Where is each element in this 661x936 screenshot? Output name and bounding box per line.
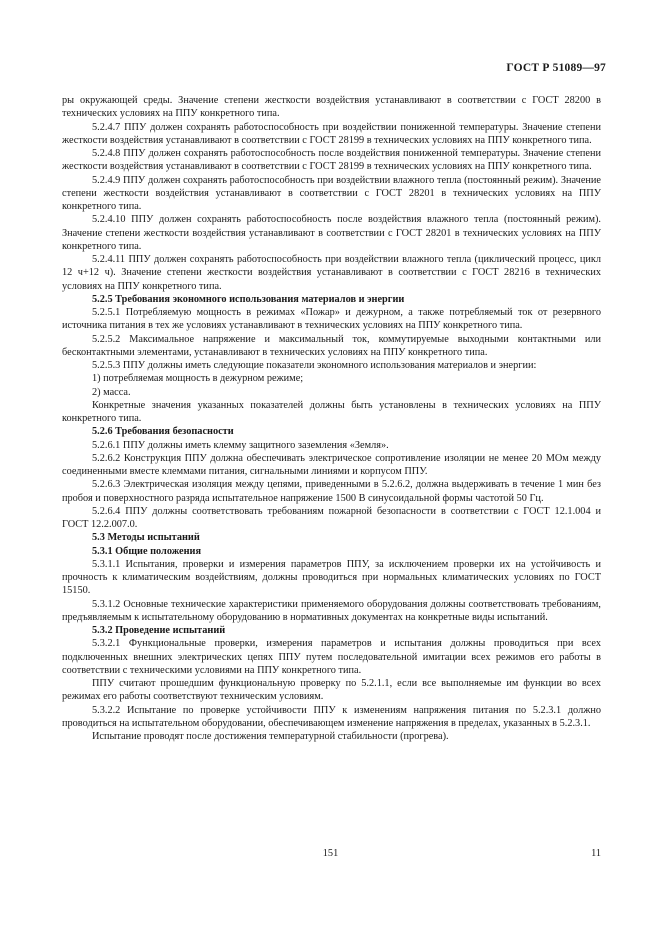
paragraph-5-2-5-2: 5.2.5.2 Максимальное напряжение и максимальный ток, коммутируемые выходными контактными или бесконтактными элементами, устанавливают в технических условиях на ППУ конкретного типа.	[62, 333, 601, 358]
paragraph-5-2-4-7: 5.2.4.7 ППУ должен сохранять работоспособность при воздействии пониженной температуры. Значение степени жесткости воздействия устанавливают в соответствии с ГОСТ 28199 в технических условиях на ППУ конкретного типа.	[62, 121, 601, 146]
paragraph-5-2-6-2: 5.2.6.2 Конструкция ППУ должна обеспечивать электрическое сопротивление изоляции не менее 20 МОм между соединенными вместе клеммами питания, сигнальными линиями и корпусом ППУ.	[62, 452, 601, 477]
paragraph-5-3-2-1: 5.3.2.1 Функциональные проверки, измерения параметров и испытания должны проводиться при всех подключенных внешних электрических цепях ППУ путем последовательной имитации всех режимов его работы в соответствии с техническими условиями на ППУ конкретного типа.	[62, 638, 601, 676]
list-item: 2) масса.	[92, 386, 131, 398]
paragraph: Испытание проводят после достижения температурной стабильности (прогрева).	[92, 731, 449, 742]
paragraph-5-3-1-1: 5.3.1.1 Испытания, проверки и измерения параметров ППУ, за исключением проверки их на устойчивость и прочность к климатическим воздействиям, должны проводиться при нормальных климатических условиях по ГОСТ 15150.	[62, 558, 601, 597]
section-heading-5-2-6: 5.2.6 Требования безопасности	[92, 426, 234, 438]
paragraph-5-3-2-2: 5.3.2.2 Испытание по проверке устойчивости ППУ к изменениям напряжения питания по 5.2.3.1 должно проводиться на испытательном оборудовании, обеспечивающем изменение напряжения в пределах, указанных в 5.2.3.1.	[62, 704, 601, 729]
paragraph-5-2-6-4: 5.2.6.4 ППУ должны соответствовать требованиям пожарной безопасности в соответствии с ГОСТ 12.1.004 и ГОСТ 12.2.007.0.	[62, 505, 601, 530]
list-item: 1) потребляемая мощность в дежурном режиме;	[92, 373, 304, 385]
paragraph-5-2-5-1: 5.2.5.1 Потребляемую мощность в режимах «Пожар» и дежурном, а также потребляемый ток от резервного источника питания в тех же условиях устанавливают в технических условиях на ППУ конкретного типа.	[62, 307, 601, 332]
paragraph: ППУ считают прошедшим функциональную проверку по 5.2.1.1, если все выполняемые им функции во всех режимах его работы соответствуют техническим условиям.	[62, 678, 601, 703]
section-heading-5-3-2: 5.3.2 Проведение испытаний	[92, 625, 226, 636]
paragraph: Конкретные значения указанных показателей должны быть установлены в технических условиях на ППУ конкретного типа.	[62, 399, 601, 424]
paragraph-5-2-6-1: 5.2.6.1 ППУ должны иметь клемму защитного заземления «Земля».	[92, 439, 389, 451]
paragraph-5-2-6-3: 5.2.6.3 Электрическая изоляция между цепями, приведенными в 5.2.6.2, должна выдерживать в течение 1 мин без пробоя и поверхностного разряда испытательное напряжение 1500 В синусоидальной формы частотой 50 Гц.	[62, 479, 601, 504]
paragraph: ры окружающей среды. Значение степени жесткости воздействия устанавливают в соответствии с ГОСТ 28200 в технических условиях на ППУ конкретного типа.	[62, 95, 601, 120]
paragraph-5-2-4-11: 5.2.4.11 ППУ должен сохранять работоспособность при воздействии влажного тепла (циклический процесс, цикл 12 ч+12 ч). Значение степени жесткости воздействия устанавливают в соответствии с ГОСТ 28216 в технических условиях на ППУ конкретного типа.	[62, 254, 601, 292]
section-heading-5-2-5: 5.2.5 Требования экономного использования материалов и энергии	[92, 293, 405, 305]
page-number-center: 151	[322, 848, 339, 859]
paragraph-5-2-4-10: 5.2.4.10 ППУ должен сохранять работоспособность после воздействия влажного тепла (постоянный режим). Значение степени жесткости воздействия устанавливают в соответствии с ГОСТ 28201 в технических условиях на ППУ конкретного типа.	[62, 214, 601, 252]
paragraph-5-2-4-9: 5.2.4.9 ППУ должен сохранять работоспособность при воздействии влажного тепла (постоянный режим). Значение степени жесткости воздействия устанавливают в соответствии с ГОСТ 28201 в технических условиях на ППУ конкретного типа.	[62, 174, 601, 212]
paragraph-5-2-5-3: 5.2.5.3 ППУ должны иметь следующие показатели экономного использования материалов и энергии:	[92, 360, 537, 371]
section-heading-5-3-1: 5.3.1 Общие положения	[92, 545, 202, 557]
document-header-standard: ГОСТ Р 51089—97	[506, 62, 606, 74]
paragraph-5-3-1-2: 5.3.1.2 Основные технические характеристики применяемого оборудования должны соответствовать требованиям, предъявляемым к испытательному оборудованию в нормативных документах на конкретные виды испытаний.	[62, 598, 601, 623]
document-body	[62, 94, 601, 743]
page-number-right: 11	[591, 848, 601, 859]
section-heading-5-3: 5.3 Методы испытаний	[92, 532, 200, 544]
paragraph-5-2-4-8: 5.2.4.8 ППУ должен сохранять работоспособность после воздействия пониженной температуры. Значение степени жесткости воздействия устанавливают в соответствии с ГОСТ 28199 в технических условиях на ППУ конкретного типа.	[62, 148, 601, 173]
